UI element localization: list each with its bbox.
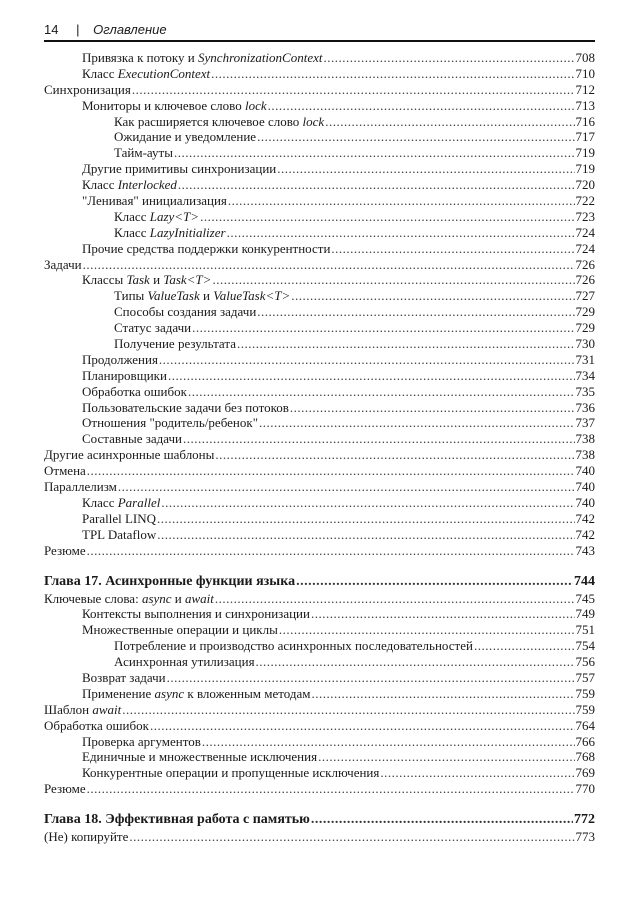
toc-entry-title <box>44 447 214 463</box>
toc-entry-title <box>82 431 182 447</box>
code-term: LazyInitializer <box>149 224 226 240</box>
toc-entry-title <box>114 320 191 336</box>
toc-entry-title <box>114 225 226 241</box>
toc-page-number: 729 <box>575 304 595 320</box>
toc-page-number: 719 <box>575 145 595 161</box>
toc-entry-title <box>82 765 379 781</box>
title-text: Parallel LINQ <box>82 510 157 526</box>
dot-leader <box>268 98 575 114</box>
table-of-contents <box>44 50 595 845</box>
dot-leader <box>178 177 575 193</box>
toc-entry[interactable] <box>44 352 595 368</box>
title-text: и <box>171 590 186 606</box>
title-text: Продолжения <box>82 351 158 367</box>
toc-entry[interactable] <box>44 209 595 225</box>
dot-leader <box>323 50 574 66</box>
code-term: Interlocked <box>117 177 177 193</box>
toc-page-number: 722 <box>575 193 595 209</box>
dot-leader <box>211 66 574 82</box>
title-text: TPL Dataflow <box>82 526 157 542</box>
toc-entry-title <box>44 702 121 718</box>
toc-page-number: 717 <box>575 129 595 145</box>
code-term: ExecutionContext <box>117 65 211 81</box>
dot-leader <box>474 638 575 654</box>
toc-page-number: 716 <box>575 113 595 129</box>
toc-entry-title <box>82 670 166 686</box>
toc-entry[interactable] <box>44 225 595 241</box>
toc-entry-title <box>114 304 256 320</box>
toc-page-number: 734 <box>575 367 595 383</box>
title-text: (Не) копируйте <box>44 829 129 845</box>
toc-entry[interactable] <box>44 272 595 288</box>
toc-entry-title <box>44 591 214 607</box>
toc-entry[interactable] <box>44 670 595 686</box>
toc-entry-title <box>44 479 117 495</box>
toc-page-number: 723 <box>575 208 595 224</box>
toc-entry[interactable] <box>44 177 595 193</box>
toc-entry[interactable] <box>44 734 595 750</box>
toc-entry[interactable] <box>44 654 595 670</box>
toc-page-number: 745 <box>575 590 595 606</box>
toc-entry[interactable] <box>44 129 595 145</box>
title-text: Потребление и производство асинхронных последовательностей <box>114 638 473 654</box>
toc-entry[interactable] <box>44 304 595 320</box>
toc-page-number: 740 <box>575 494 595 510</box>
toc-entry-title <box>82 66 210 82</box>
dot-leader <box>157 511 574 527</box>
dot-leader <box>200 209 574 225</box>
toc-page-number: 759 <box>575 685 595 701</box>
code-term: lock <box>302 113 325 129</box>
title-text: Привязка к потоку и <box>82 50 199 65</box>
toc-page-number: 769 <box>575 765 595 781</box>
toc-page-number: 719 <box>575 161 595 177</box>
toc-entry[interactable] <box>44 463 595 479</box>
title-text: Класс <box>82 494 118 510</box>
toc-entry[interactable] <box>44 384 595 400</box>
toc-entry-title <box>82 734 201 750</box>
code-term: Lazy<T> <box>149 208 200 224</box>
title-text: к вложенным методам <box>184 685 311 701</box>
toc-page-number: 766 <box>575 733 595 749</box>
title-text: Планировщики <box>82 367 167 383</box>
toc-entry[interactable] <box>44 479 595 495</box>
title-text: Класс <box>82 177 118 193</box>
toc-page-number: 743 <box>575 542 595 558</box>
toc-entry-title <box>82 352 158 368</box>
dot-leader <box>259 415 575 431</box>
title-text: и <box>149 272 164 288</box>
toc-entry-title <box>82 384 187 400</box>
toc-entry-title <box>114 114 324 130</box>
dot-leader <box>83 257 575 273</box>
toc-entry[interactable] <box>44 829 595 845</box>
dot-leader <box>150 718 575 734</box>
title-text: Пользовательские задачи без потоков <box>82 399 289 415</box>
toc-entry[interactable] <box>44 400 595 416</box>
title-text: Асинхронная утилизация <box>114 654 255 670</box>
title-text: Задачи <box>44 256 82 272</box>
toc-page-number: 749 <box>575 606 595 622</box>
toc-entry-title <box>114 129 256 145</box>
toc-entry-title <box>82 177 177 193</box>
title-text: Единичные и множественные исключения <box>82 749 318 765</box>
toc-entry[interactable] <box>44 320 595 336</box>
section-title: Оглавление <box>93 22 167 37</box>
toc-entry[interactable] <box>44 98 595 114</box>
title-text: Ключевые слова: <box>44 590 142 606</box>
dot-leader <box>312 686 575 702</box>
toc-entry-title <box>114 145 173 161</box>
toc-entry[interactable] <box>44 50 595 66</box>
toc-entry-title <box>82 511 156 527</box>
toc-page-number: 708 <box>575 50 595 65</box>
toc-page-number: 731 <box>575 351 595 367</box>
toc-entry-title <box>82 400 289 416</box>
dot-leader <box>256 654 575 670</box>
title-text: Резюме <box>44 781 86 797</box>
toc-entry[interactable] <box>44 415 595 431</box>
dot-leader <box>228 193 575 209</box>
dot-leader <box>188 384 575 400</box>
dot-leader <box>215 591 575 607</box>
dot-leader <box>257 304 574 320</box>
toc-entry[interactable] <box>44 193 595 209</box>
toc-entry-title <box>82 50 322 66</box>
code-term: Task <box>126 272 150 288</box>
title-text: "Ленивая" инициализация <box>82 193 227 209</box>
code-term: Task<T> <box>163 272 212 288</box>
toc-entry-title <box>44 781 86 797</box>
dot-leader <box>87 781 575 797</box>
title-text: Мониторы и ключевое слово <box>82 97 245 113</box>
toc-page-number: 736 <box>575 399 595 415</box>
title-text: Ожидание и уведомление <box>114 129 257 145</box>
toc-page-number: 759 <box>575 701 595 717</box>
toc-entry[interactable] <box>44 765 595 781</box>
toc-entry[interactable] <box>44 543 595 559</box>
toc-page-number: 738 <box>575 447 595 463</box>
toc-entry-title <box>82 193 227 209</box>
toc-page-number: 735 <box>575 383 595 399</box>
title-text: Параллелизм <box>44 479 117 495</box>
toc-page-number: 764 <box>575 717 595 733</box>
title-text: Типы <box>114 288 148 304</box>
toc-entry[interactable] <box>44 749 595 765</box>
toc-entry-title <box>114 209 199 225</box>
dot-leader <box>215 447 574 463</box>
toc-entry[interactable] <box>44 145 595 161</box>
toc-entry[interactable] <box>44 686 595 702</box>
title-text: Как расширяется ключевое слово <box>114 113 303 129</box>
title-text: Синхронизация <box>44 81 131 97</box>
title-text: Контексты выполнения и синхронизации <box>82 606 310 622</box>
toc-entry-title <box>82 161 276 177</box>
dot-leader <box>159 352 575 368</box>
code-term: ValueTask<T> <box>213 288 291 304</box>
toc-entry-title <box>82 622 278 638</box>
toc-entry[interactable] <box>44 447 595 463</box>
toc-entry[interactable] <box>44 606 595 622</box>
dot-leader <box>129 829 574 845</box>
toc-entry[interactable] <box>44 66 595 82</box>
toc-page-number: 713 <box>575 97 595 113</box>
toc-entry-title <box>44 829 128 845</box>
dot-leader <box>118 479 575 495</box>
dot-leader <box>174 145 575 161</box>
toc-entry-title <box>44 574 295 590</box>
title-text: Способы создания задачи <box>114 304 257 320</box>
toc-entry-title <box>82 241 330 257</box>
toc-page-number: 712 <box>575 81 595 97</box>
toc-page-number: 770 <box>575 781 595 797</box>
toc-chapter-entry[interactable] <box>44 574 595 591</box>
toc-entry-title <box>114 288 290 304</box>
toc-entry[interactable] <box>44 718 595 734</box>
toc-page-number: 740 <box>575 479 595 495</box>
toc-page-number: 773 <box>575 829 595 845</box>
toc-entry-title <box>44 812 310 828</box>
toc-page-number: 726 <box>575 256 595 272</box>
toc-chapter-entry[interactable] <box>44 812 595 829</box>
toc-entry-title <box>114 336 236 352</box>
toc-entry[interactable] <box>44 495 595 511</box>
toc-entry[interactable] <box>44 288 595 304</box>
title-text: Другие асинхронные шаблоны <box>44 447 215 463</box>
code-term: Parallel <box>117 494 161 510</box>
toc-entry[interactable] <box>44 781 595 797</box>
toc-entry-title <box>44 718 149 734</box>
title-text: Классы <box>82 272 127 288</box>
title-text: Возврат задачи <box>82 669 166 685</box>
toc-entry-title <box>44 463 86 479</box>
toc-entry[interactable] <box>44 161 595 177</box>
dot-leader <box>296 574 573 590</box>
toc-page-number: 724 <box>575 224 595 240</box>
title-text: Класс <box>82 65 118 81</box>
title-text: Обработка ошибок <box>82 383 187 399</box>
code-term: async <box>141 590 172 606</box>
dot-leader <box>157 527 574 543</box>
title-text: Применение <box>82 685 155 701</box>
toc-page-number: 726 <box>575 272 595 288</box>
title-text: Конкурентные операции и пропущенные исключения <box>82 765 380 781</box>
code-term: ValueTask <box>147 288 200 304</box>
toc-page-number: 742 <box>575 526 595 542</box>
toc-entry[interactable] <box>44 638 595 654</box>
toc-entry-title <box>82 368 167 384</box>
toc-page-number: 751 <box>575 622 595 638</box>
title-text: Класс <box>114 224 150 240</box>
toc-entry-title <box>82 527 156 543</box>
toc-page-number: 720 <box>575 177 595 193</box>
dot-leader <box>318 749 574 765</box>
code-term: lock <box>244 97 267 113</box>
running-header <box>44 22 595 42</box>
toc-page-number: 744 <box>574 573 595 589</box>
toc-page-number: 768 <box>575 749 595 765</box>
toc-page-number: 737 <box>575 415 595 431</box>
title-text: Получение результата <box>114 336 236 352</box>
dot-leader <box>87 543 575 559</box>
dot-leader <box>331 241 574 257</box>
toc-entry-title <box>44 543 86 559</box>
dot-leader <box>167 670 575 686</box>
title-text: Другие примитивы синхронизации <box>82 161 277 177</box>
toc-entry[interactable] <box>44 257 595 273</box>
dot-leader <box>168 368 575 384</box>
toc-entry[interactable] <box>44 511 595 527</box>
title-text: Тайм-ауты <box>114 145 173 161</box>
dot-leader <box>122 702 574 718</box>
title-text: Отмена <box>44 463 86 479</box>
toc-page-number: 756 <box>575 654 595 670</box>
toc-entry[interactable] <box>44 241 595 257</box>
toc-entry-title <box>44 257 82 273</box>
header-separator: | <box>76 22 80 37</box>
code-term: async <box>154 685 185 701</box>
dot-leader <box>192 320 574 336</box>
dot-leader <box>291 288 574 304</box>
toc-page-number: 738 <box>575 431 595 447</box>
dot-leader <box>237 336 575 352</box>
dot-leader <box>227 225 575 241</box>
toc-entry[interactable] <box>44 336 595 352</box>
toc-entry[interactable] <box>44 114 595 130</box>
dot-leader <box>279 622 575 638</box>
toc-entry-title <box>114 638 473 654</box>
dot-leader <box>132 82 575 98</box>
toc-entry-title <box>82 606 310 622</box>
toc-page-number: 727 <box>575 288 595 304</box>
dot-leader <box>87 463 575 479</box>
dot-leader <box>311 812 573 828</box>
toc-page-number: 772 <box>574 812 595 828</box>
toc-entry-title <box>82 686 311 702</box>
toc-page-number: 740 <box>575 463 595 479</box>
dot-leader <box>290 400 575 416</box>
dot-leader <box>202 734 575 750</box>
dot-leader <box>257 129 574 145</box>
toc-page-number: 729 <box>575 320 595 336</box>
toc-page-number: 742 <box>575 510 595 526</box>
toc-page-number: 754 <box>575 638 595 654</box>
title-text: Проверка аргументов <box>82 733 201 749</box>
toc-entry[interactable] <box>44 431 595 447</box>
title-text: Шаблон <box>44 701 93 717</box>
title-text: Отношения "родитель/ребенок" <box>82 415 258 431</box>
toc-entry-title <box>82 749 317 765</box>
dot-leader <box>380 765 574 781</box>
toc-entry[interactable] <box>44 702 595 718</box>
code-term: SynchronizationContext <box>198 50 323 65</box>
toc-page-number: 757 <box>575 669 595 685</box>
code-term: await <box>185 590 214 606</box>
toc-entry-title <box>114 654 255 670</box>
toc-entry-title <box>44 82 131 98</box>
dot-leader <box>212 272 574 288</box>
page-number: 14 <box>44 22 59 37</box>
toc-entry-title <box>82 495 160 511</box>
dot-leader <box>183 431 575 447</box>
toc-entry[interactable] <box>44 591 595 607</box>
title-text: Глава 17. Асинхронные функции языка <box>44 573 296 589</box>
dot-leader <box>311 606 575 622</box>
toc-page-number: 710 <box>575 65 595 81</box>
title-text: Обработка ошибок <box>44 717 149 733</box>
toc-entry-title <box>82 272 211 288</box>
toc-entry[interactable] <box>44 622 595 638</box>
title-text: Статус задачи <box>114 320 192 336</box>
title-text: Резюме <box>44 542 86 558</box>
toc-entry[interactable] <box>44 82 595 98</box>
toc-entry[interactable] <box>44 527 595 543</box>
toc-entry-title <box>82 98 267 114</box>
toc-page-number: 730 <box>575 336 595 352</box>
dot-leader <box>277 161 574 177</box>
toc-page-number: 724 <box>575 240 595 256</box>
code-term: await <box>92 701 122 717</box>
title-text: и <box>199 288 214 304</box>
title-text: Прочие средства поддержки конкурентности <box>82 240 331 256</box>
toc-entry[interactable] <box>44 368 595 384</box>
title-text: Составные задачи <box>82 431 182 447</box>
title-text: Множественные операции и циклы <box>82 622 278 638</box>
dot-leader <box>161 495 574 511</box>
dot-leader <box>325 114 574 130</box>
title-text: Класс <box>114 208 150 224</box>
toc-entry-title <box>82 415 258 431</box>
title-text: Глава 18. Эффективная работа с памятью <box>44 812 310 828</box>
